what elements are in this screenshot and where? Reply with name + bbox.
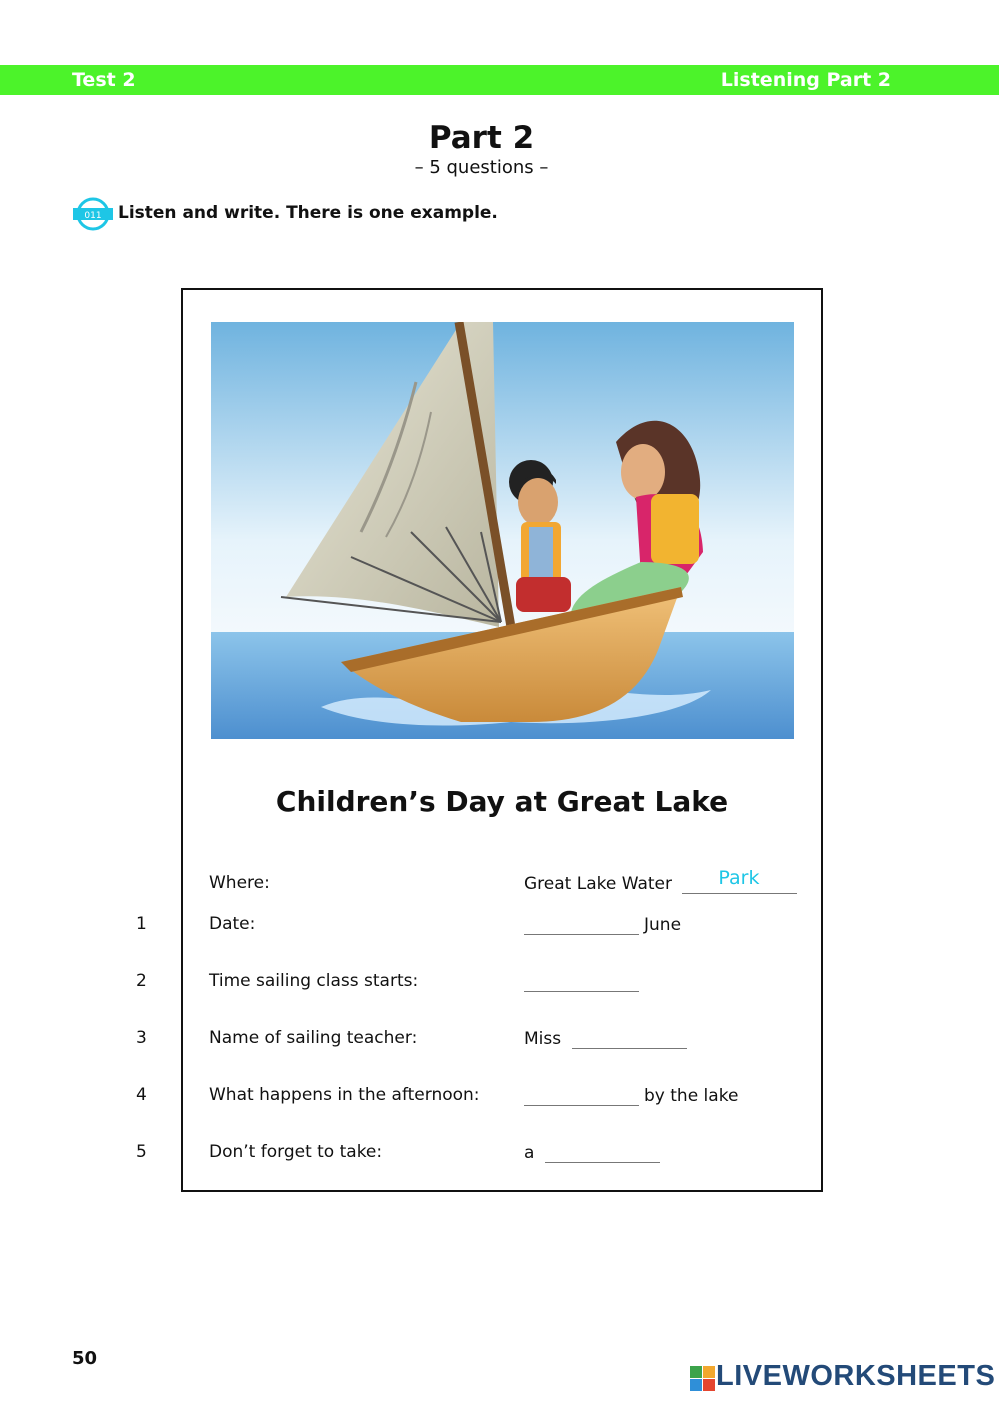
- question-answer-area: [524, 914, 681, 935]
- question-label: Time sailing class starts:: [209, 971, 419, 991]
- example-answer: Park: [718, 867, 760, 889]
- instruction-text: Listen and write. There is one example.: [118, 203, 498, 223]
- sailing-illustration: [211, 322, 794, 739]
- section-label: Listening Part 2: [720, 69, 891, 91]
- answer-field-1[interactable]: [524, 914, 639, 935]
- answer-field-2[interactable]: [524, 971, 639, 992]
- example-label: Where:: [209, 873, 270, 893]
- answer-field-5[interactable]: [545, 1142, 660, 1163]
- question-number: 3: [136, 1028, 147, 1048]
- question-row: [0, 1028, 999, 1058]
- audio-track-icon[interactable]: [72, 197, 114, 231]
- card-title: Children’s Day at Great Lake: [275, 785, 729, 818]
- example-answer-area: [524, 867, 802, 894]
- question-label: Name of sailing teacher:: [209, 1028, 418, 1048]
- question-number: 5: [136, 1142, 147, 1162]
- question-answer-area: [524, 971, 644, 992]
- question-row: [0, 914, 999, 944]
- test-label: Test 2: [72, 69, 136, 91]
- question-suffix: by the lake: [644, 1086, 739, 1106]
- question-number: 4: [136, 1085, 147, 1105]
- question-row: [0, 1085, 999, 1115]
- example-row: [0, 867, 999, 903]
- question-label: Don’t forget to take:: [209, 1142, 383, 1162]
- page-subtitle: – 5 questions –: [414, 157, 549, 178]
- question-label: Date:: [209, 914, 256, 934]
- question-answer-area: [524, 1085, 738, 1106]
- question-answer-area: [524, 1028, 692, 1049]
- question-row: [0, 971, 999, 1001]
- question-number: 1: [136, 914, 147, 934]
- answer-field-4[interactable]: [524, 1085, 639, 1106]
- page-number: 50: [72, 1348, 98, 1369]
- question-label: What happens in the afternoon:: [209, 1085, 480, 1105]
- header-banner: [0, 65, 999, 95]
- example-prefix: Great Lake Water: [524, 874, 672, 894]
- question-suffix: June: [644, 915, 682, 935]
- question-prefix: a: [524, 1143, 535, 1163]
- page-title: Part 2: [428, 120, 535, 156]
- audio-track-number: 011: [84, 211, 102, 221]
- answer-field-3[interactable]: [572, 1028, 687, 1049]
- question-row: [0, 1142, 999, 1172]
- brand-name: LIVEWORKSHEETS: [716, 1360, 996, 1392]
- question-number: 2: [136, 971, 147, 991]
- liveworksheets-logo-icon: [690, 1366, 716, 1392]
- question-answer-area: [524, 1142, 665, 1163]
- example-answer-field[interactable]: [682, 867, 797, 894]
- question-prefix: Miss: [524, 1029, 562, 1049]
